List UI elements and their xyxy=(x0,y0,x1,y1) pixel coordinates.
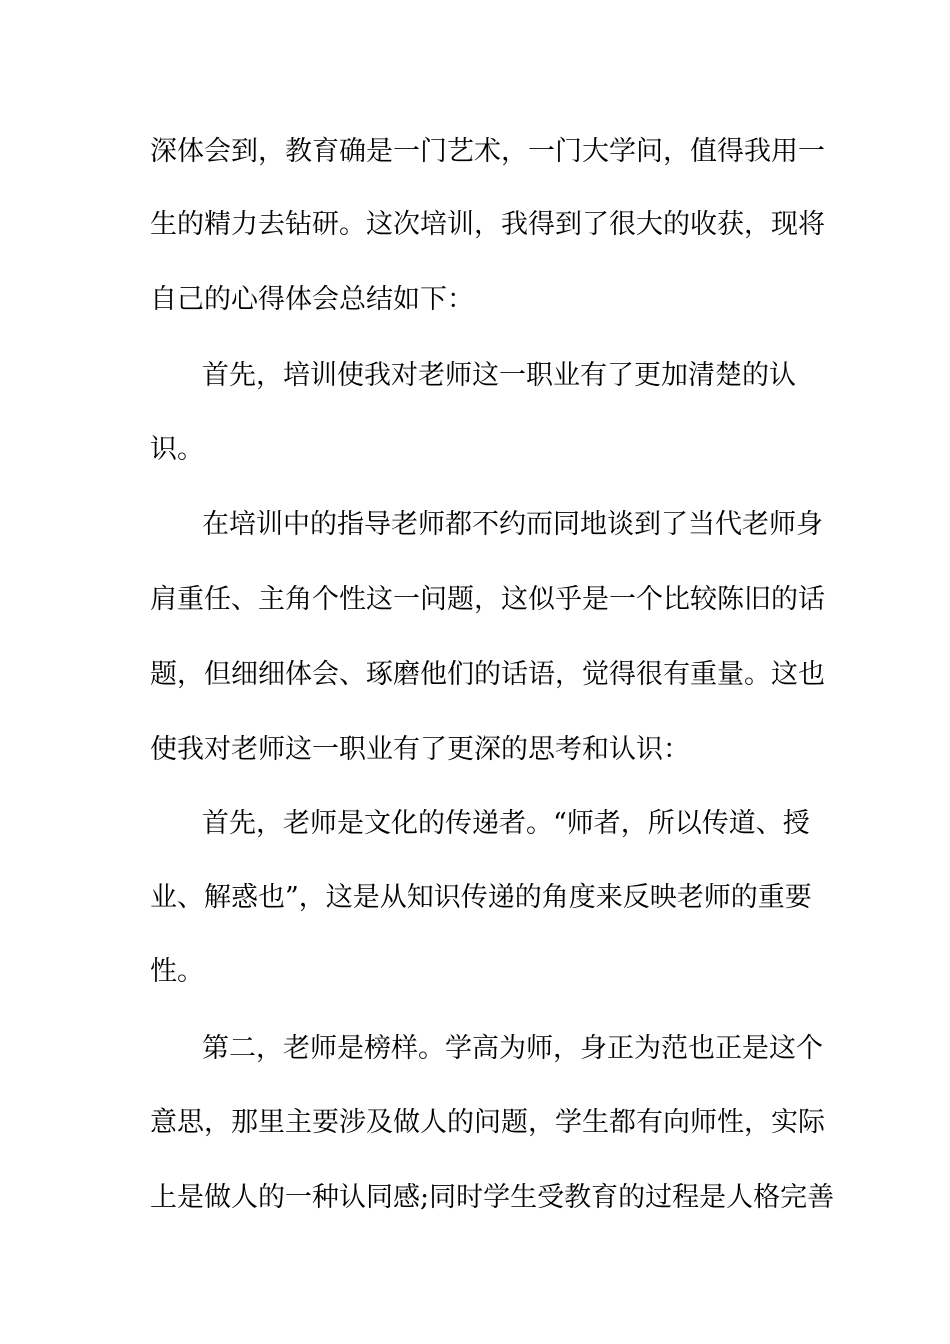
text-line-3: 自己的心得体会总结如下： xyxy=(150,284,474,315)
text-line-7: 肩重任、主角个性这一问题，这似乎是一个比较陈旧的话 xyxy=(150,584,825,615)
text-line-11: 业、解惑也”，这是从知识传递的角度来反映老师的重要 xyxy=(150,882,812,913)
text-line-15: 上是做人的一种认同感;同时学生受教育的过程是人格完善 xyxy=(150,1182,835,1213)
text-line-12: 性。 xyxy=(150,956,204,987)
text-line-4: 首先，培训使我对老师这一职业有了更加清楚的认 xyxy=(202,360,796,391)
text-line-6: 在培训中的指导老师都不约而同地谈到了当代老师身 xyxy=(202,509,823,540)
text-line-13: 第二，老师是榜样。学高为师，身正为范也正是这个 xyxy=(202,1033,823,1064)
text-line-5: 识。 xyxy=(150,434,204,465)
text-line-8: 题，但细细体会、琢磨他们的话语，觉得很有重量。这也 xyxy=(150,659,825,690)
text-line-10: 首先，老师是文化的传递者。“师者，所以传道、授 xyxy=(202,808,810,839)
text-line-9: 使我对老师这一职业有了更深的思考和认识： xyxy=(150,734,690,765)
text-line-14: 意思，那里主要涉及做人的问题，学生都有向师性，实际 xyxy=(150,1107,825,1138)
text-line-2: 生的精力去钻研。这次培训，我得到了很大的收获，现将 xyxy=(150,209,825,240)
text-line-1: 深体会到，教育确是一门艺术，一门大学问，值得我用一 xyxy=(150,136,825,167)
